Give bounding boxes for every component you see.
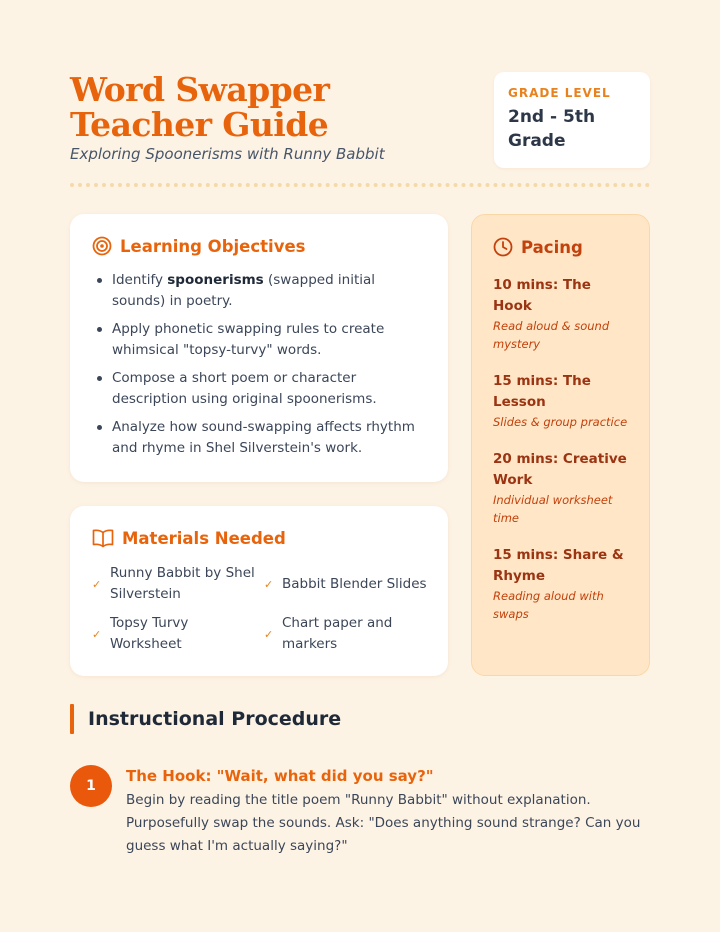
pacing-item xyxy=(493,371,628,431)
materials-title: Materials Needed xyxy=(122,528,286,548)
procedure-accent-bar xyxy=(70,704,74,734)
learning-objectives-card xyxy=(70,214,448,482)
check-icon: ✓ xyxy=(264,577,274,591)
step-number-badge: 1 xyxy=(70,765,112,807)
check-icon: ✓ xyxy=(92,577,102,591)
page-subtitle: Exploring Spoonerisms with Runny Babbit xyxy=(70,145,385,163)
left-column xyxy=(70,214,448,676)
pacing-item xyxy=(493,275,628,353)
pacing-title: Pacing xyxy=(521,237,583,257)
pacing-item-title: 15 mins: The Lesson xyxy=(493,373,591,410)
materials-list xyxy=(92,562,426,656)
objective-item: Analyze how sound-swapping affects rhythm and rhyme in Shel Silverstein's work. xyxy=(112,417,426,459)
materials-card xyxy=(70,506,448,676)
step-body xyxy=(126,766,650,858)
header-divider xyxy=(70,183,650,187)
pacing-item-desc: Slides & group practice xyxy=(493,415,628,429)
materials-header xyxy=(92,528,426,548)
pacing-item xyxy=(493,449,628,527)
grade-level-value: 2nd - 5th Grade xyxy=(508,107,596,151)
objective-item: Identify spoonerisms (swapped initial sounds) in poetry. xyxy=(112,270,426,312)
page-title: Word Swapper Teacher Guide xyxy=(70,70,330,144)
material-item: ✓ Runny Babbit by Shel Silverstein xyxy=(92,565,255,602)
objective-item: Compose a short poem or character description using original spoonerisms. xyxy=(112,368,426,410)
pacing-item-desc: Individual worksheet time xyxy=(493,493,613,525)
objective-item: Apply phonetic swapping rules to create whimsical "topsy-turvy" words. xyxy=(112,319,426,361)
procedure-title: Instructional Procedure xyxy=(88,708,342,730)
objectives-title: Learning Objectives xyxy=(120,236,306,256)
book-icon xyxy=(92,528,114,548)
clock-icon xyxy=(493,237,513,257)
objectives-list xyxy=(92,270,426,459)
procedure-step xyxy=(70,766,650,858)
grade-level-card xyxy=(494,72,650,168)
header xyxy=(70,72,650,182)
objectives-header xyxy=(92,236,426,256)
target-icon xyxy=(92,236,112,256)
pacing-item-desc: Reading aloud with swaps xyxy=(493,589,604,621)
step-title: The Hook: "Wait, what did you say?" xyxy=(126,767,434,785)
pacing-item-title: 15 mins: Share & Rhyme xyxy=(493,547,624,584)
pacing-card xyxy=(471,214,650,676)
pacing-item-desc: Read aloud & sound mystery xyxy=(493,319,610,351)
pacing-item-title: 20 mins: Creative Work xyxy=(493,451,627,488)
content-grid xyxy=(70,214,650,676)
material-item: ✓ Chart paper and markers xyxy=(264,615,393,652)
check-icon: ✓ xyxy=(264,627,274,641)
title-block xyxy=(70,72,470,163)
step-description: Begin by reading the title poem "Runny Babbit" without explanation. Purposefully swap the sounds. Ask: "Does anything sound strange? Can you guess what I'm actually saying?" xyxy=(126,792,641,854)
pacing-header xyxy=(493,237,628,257)
material-item: ✓ Babbit Blender Slides xyxy=(264,562,434,606)
check-icon: ✓ xyxy=(92,627,102,641)
grade-level-label: GRADE LEVEL xyxy=(508,86,611,100)
pacing-item xyxy=(493,545,628,623)
material-item: ✓ Topsy Turvy Worksheet xyxy=(92,615,189,652)
pacing-item-title: 10 mins: The Hook xyxy=(493,277,591,314)
procedure-header xyxy=(70,704,650,734)
